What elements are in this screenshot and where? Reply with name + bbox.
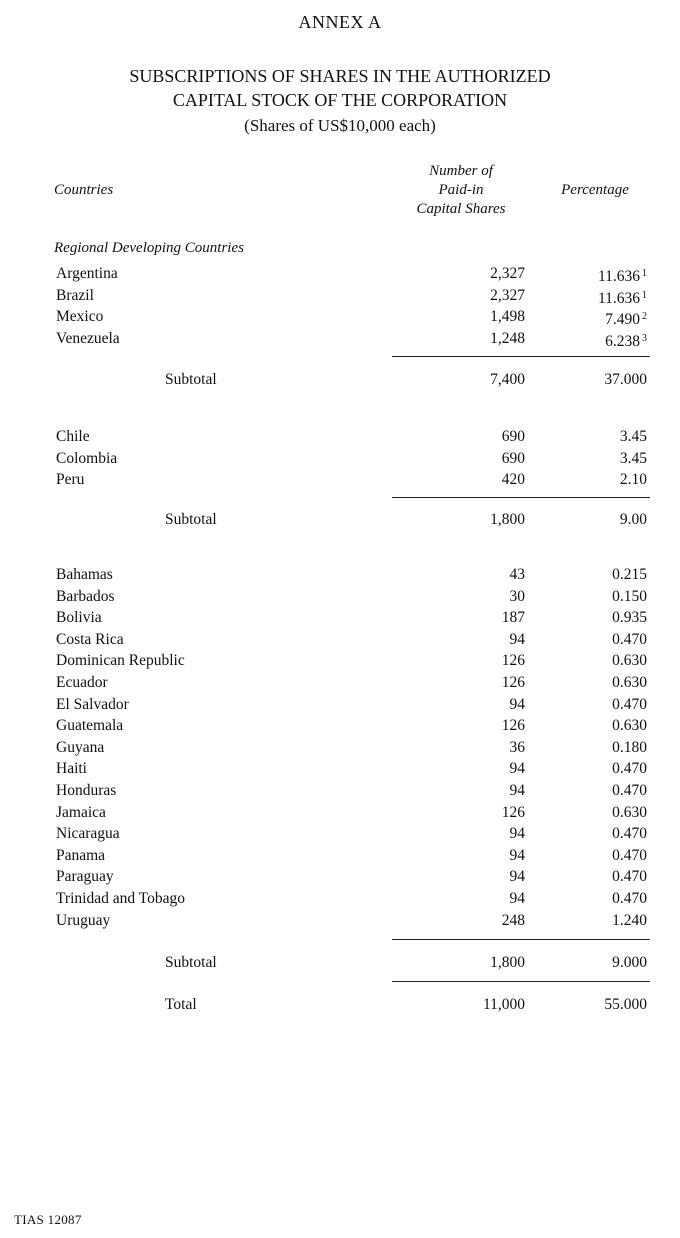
table-row [0,802,680,824]
table-row [0,328,680,350]
percentage-value: 0.470 [612,630,647,648]
footnote-marker: 2 [642,311,647,323]
shares-value: 187 [501,609,525,627]
table-row [0,910,680,932]
table-row [0,672,680,694]
percentage-value: 0.470 [612,846,647,864]
shares-value: 94 [509,630,525,648]
shares-value: 2,327 [490,286,525,304]
shares-value: 1,248 [490,329,525,347]
country-name: Barbados [56,587,115,605]
shares-value: 420 [501,471,525,489]
percentage-number: 7.490 [605,311,640,329]
annex-heading: ANNEX A [298,12,382,32]
country-name: Ecuador [56,674,108,691]
percentage-value: 37.000 [604,371,647,388]
percentage-value: 0.470 [612,825,647,843]
country-name: Chile [56,428,90,445]
percentage-value: 0.470 [612,782,647,799]
percentage-value: 0.470 [612,890,647,907]
shares-value: 690 [501,449,525,467]
percentage-number: 11.636 [597,268,640,285]
percentage-value: 9.000 [612,954,647,971]
row-label: Subtotal [165,954,217,971]
country-name: Nicaragua [56,825,120,843]
shares-value: 94 [509,695,525,713]
country-name: Jamaica [56,803,106,821]
table-row [0,426,680,448]
country-name: Guatemala [56,717,124,735]
shares-header-line-2: Paid-in [438,182,484,198]
table-row [0,586,680,608]
country-name: Paraguay [56,868,114,886]
row-label: Subtotal [165,511,217,528]
shares-value: 126 [501,717,525,735]
total-row [0,994,680,1016]
table-row [0,823,680,845]
document-title [0,64,680,112]
footnote-marker: 1 [642,268,647,279]
shares-value: 1,800 [490,511,525,528]
percentage-value: 0.470 [612,760,647,778]
country-name: Honduras [56,782,117,799]
percentage-value: 0.935 [612,609,647,627]
percentage-value: 0.630 [612,652,647,670]
shares-value: 94 [509,868,525,886]
shares-header-line-1: Number of [429,163,493,179]
percentage-number: 6.238 [605,332,640,350]
country-name: Panama [56,846,106,864]
table-row [0,650,680,672]
row-label: Total [165,996,197,1013]
shares-value: 1,800 [490,954,525,971]
table-row [0,306,680,328]
table-row [0,866,680,888]
table-row [0,263,680,285]
shares-header-line-3: Capital Shares [416,201,506,217]
percentage-value: 0.150 [612,587,647,605]
table-row [0,607,680,629]
title-line-1: SUBSCRIPTIONS OF SHARES IN THE AUTHORIZED [129,66,551,86]
table-row [0,694,680,716]
document-subtitle: (Shares of US$10,000 each) [244,116,436,135]
country-name: Brazil [56,286,94,304]
country-name: Haiti [56,760,87,778]
country-name: Trinidad and Tobago [56,890,185,907]
shares-value: 126 [501,674,525,691]
percentage-value: 1.240 [612,911,647,929]
percentage-value: 0.215 [612,566,647,583]
table-row [0,469,680,491]
row-label: Subtotal [165,371,217,388]
footnote-marker: 3 [642,332,647,344]
percentage-value: 3.45 [619,449,647,467]
subtotal-rule [392,939,650,940]
percentage-value: 0.470 [612,868,647,886]
section-label: Regional Developing Countries [54,240,244,256]
column-header-countries: Countries [54,182,114,198]
table-row [0,629,680,651]
table-row [0,448,680,470]
total-rule [392,981,650,982]
shares-value: 126 [501,803,525,821]
country-name: Dominican Republic [56,652,185,670]
column-header-shares [396,162,526,219]
shares-value: 30 [509,587,525,605]
table-row [0,758,680,780]
country-name: Uruguay [56,911,111,929]
country-name: Venezuela [56,329,120,347]
percentage-value: 0.180 [612,738,647,756]
column-header-percentage: Percentage [561,182,629,198]
table-row [0,737,680,759]
country-name: Mexico [56,308,104,326]
percentage-value: 3.45 [619,428,647,445]
footer-reference: TIAS 12087 [14,1212,82,1227]
shares-value: 7,400 [490,371,525,388]
shares-value: 36 [509,738,525,756]
country-name: Colombia [56,449,118,467]
country-name: Costa Rica [56,630,124,648]
subtotal-row [0,369,680,391]
country-name: Peru [56,471,85,489]
percentage-value [605,328,647,353]
shares-value: 94 [509,825,525,843]
shares-value: 126 [501,652,525,670]
percentage-value: 0.630 [612,717,647,735]
subtotal-row [0,509,680,531]
country-name: Argentina [56,265,118,282]
shares-value: 2,327 [490,265,525,282]
country-name: Guyana [56,738,105,756]
shares-value: 94 [509,846,525,864]
percentage-value: 0.470 [612,695,647,713]
shares-value: 94 [509,782,525,799]
shares-value: 43 [509,566,525,583]
country-name: Bahamas [56,566,113,583]
shares-value: 690 [501,428,525,445]
table-row [0,564,680,586]
shares-value: 94 [509,760,525,778]
table-row [0,780,680,802]
shares-value: 248 [501,911,525,929]
table-row [0,715,680,737]
shares-value: 1,498 [490,308,525,326]
title-line-2: CAPITAL STOCK OF THE CORPORATION [172,90,508,110]
subtotal-rule [392,356,650,357]
table-row [0,845,680,867]
country-name: El Salvador [56,695,129,713]
percentage-value: 9.00 [619,511,647,528]
percentage-value: 0.630 [612,803,647,821]
percentage-number: 11.636 [597,289,640,307]
table-row [0,888,680,910]
subtotal-row [0,952,680,974]
percentage-value: 55.000 [604,996,647,1013]
table-row [0,285,680,307]
percentage-value: 2.10 [619,471,647,489]
subtotal-rule [392,497,650,498]
footnote-marker: 1 [642,289,647,301]
percentage-value: 0.630 [612,674,647,691]
shares-value: 94 [509,890,525,907]
shares-value: 11,000 [482,996,525,1013]
country-name: Bolivia [56,609,102,627]
